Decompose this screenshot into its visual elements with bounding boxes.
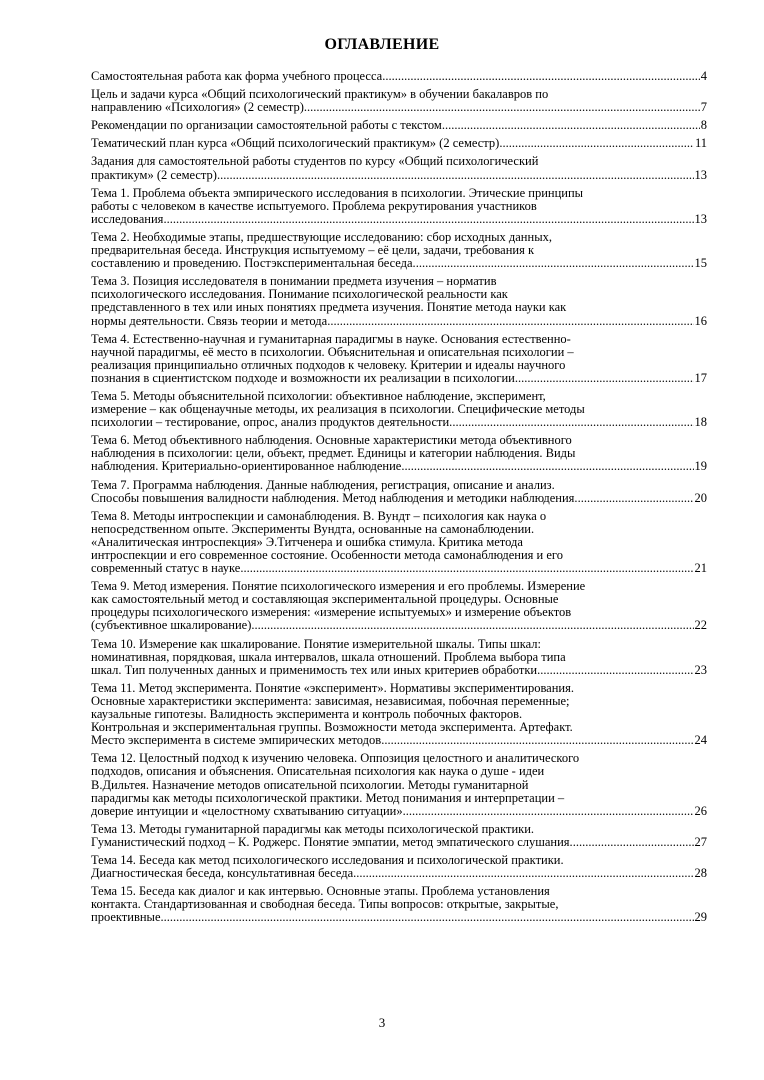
- toc-entry-last-line: [91, 137, 707, 150]
- toc-entry-line: Тема 1. Проблема объекта эмпирического исследования в психологии. Этические принципы: [91, 186, 584, 200]
- toc-entry-line: каузальные гипотезы. Валидность эксперимента и контроль побочных факторов.: [91, 708, 523, 722]
- toc-page-number: 22: [694, 618, 707, 633]
- toc-entry-line: работы с человеком в качестве испытуемого. Проблема рекрутирования участников: [91, 199, 537, 213]
- toc-entry[interactable]: [91, 275, 707, 327]
- toc-entry-line: Тема 3. Позиция исследователя в понимании предмета изучения – норматив: [91, 275, 497, 289]
- toc-entry-line: «Аналитическая интроспекция» Э.Титченера и ошибка стимула. Критика метода: [91, 535, 523, 549]
- toc-entry-line: Тема 13. Методы гуманитарной парадигмы как методы психологической практики.: [91, 822, 535, 836]
- toc-entry-last-line: [91, 169, 707, 182]
- toc-entry-line: современный статус в науке.: [91, 562, 244, 576]
- toc-entry[interactable]: [91, 119, 707, 132]
- toc-entry-line: Тематический план курса «Общий психологический практикум» (2 семестр): [91, 137, 500, 151]
- toc-entry-line: измерение – как общенаучные методы, их реализация в психологии. Специфические методы: [91, 403, 585, 417]
- toc-entry-line: проективные.: [91, 911, 164, 925]
- toc-entry-line: Место эксперимента в системе эмпирических методов.: [91, 734, 385, 748]
- table-of-contents: [91, 70, 707, 929]
- toc-entry-last-line: [91, 315, 707, 328]
- toc-entry-line: подходов, описания и объяснения. Описательная психология как наука о душе - идеи: [91, 765, 545, 779]
- toc-entry-line: направлению «Психология» (2 семестр): [91, 101, 304, 115]
- dot-leader: [353, 867, 693, 880]
- toc-entry-line: реализация принципиально отличных подходов к человеку. Критерии и идеалы научного: [91, 358, 566, 372]
- toc-entry[interactable]: [91, 155, 707, 181]
- toc-entry[interactable]: [91, 390, 707, 429]
- toc-entry-line: парадигмы как методы психологической практики. Метод понимания и интерпретации –: [91, 791, 565, 805]
- toc-page-number: 20: [694, 490, 707, 505]
- toc-entry[interactable]: [91, 70, 707, 83]
- toc-page-number: 27: [694, 834, 707, 849]
- toc-page-number: 24: [694, 733, 707, 748]
- toc-entry-last-line: [91, 911, 707, 924]
- toc-entry-line: Гуманистический подход – К. Роджерс. Понятие эмпатии, метод эмпатического слушания.: [91, 835, 573, 849]
- dot-leader: [384, 734, 693, 747]
- dot-leader: [442, 119, 700, 132]
- toc-entry[interactable]: [91, 885, 707, 924]
- toc-page-number: 26: [694, 803, 707, 818]
- toc-entry-line: Самостоятельная работа как форма учебного процесса.: [91, 70, 386, 83]
- toc-entry-line: Тема 14. Беседа как метод психологического исследования и психологической практики.: [91, 853, 564, 867]
- dot-leader: [406, 805, 694, 818]
- toc-entry-last-line: [91, 867, 707, 880]
- toc-entry-line: номинативная, порядковая, шкала интервалов, шкала отношений. Проблема выбора типа: [91, 650, 566, 664]
- toc-entry-line: наблюдения в психологии: цели, объект, предмет. Единицы и категории наблюдения. Виды: [91, 447, 576, 461]
- toc-page-number: 7: [700, 100, 707, 115]
- toc-entry-last-line: [91, 460, 707, 473]
- toc-entry-last-line: [91, 257, 707, 270]
- toc-entry[interactable]: [91, 510, 707, 575]
- toc-entry-line: Диагностическая беседа, консультативная беседа: [91, 867, 354, 881]
- toc-entry-last-line: [91, 492, 707, 505]
- toc-entry-line: Тема 7. Программа наблюдения. Данные наблюдения, регистрация, описание и анализ.: [91, 478, 555, 492]
- toc-entry-line: Основные характеристики эксперимента: зависимая, независимая, побочная переменные;: [91, 694, 570, 708]
- toc-page-number: 8: [700, 118, 707, 133]
- dot-leader: [452, 416, 693, 429]
- toc-entry-last-line: [91, 101, 707, 114]
- page-title: ОГЛАВЛЕНИЕ: [324, 36, 440, 53]
- toc-entry-line: (субъективное шкалирование).: [91, 619, 255, 633]
- toc-entry-line: Задания для самостоятельной работы студентов по курсу «Общий психологический: [91, 155, 539, 169]
- toc-entry[interactable]: [91, 682, 707, 747]
- toc-entry-last-line: [91, 70, 707, 83]
- toc-page-number: 13: [694, 211, 707, 226]
- toc-entry-line: Способы повышения валидности наблюдения. Метод наблюдения и методики наблюдения.: [91, 491, 578, 505]
- toc-entry[interactable]: [91, 580, 707, 632]
- toc-entry-line: интроспекции и его современное состояние. Особенности метода самонаблюдения и его: [91, 549, 563, 562]
- toc-entry-last-line: [91, 416, 707, 429]
- toc-page-number: 4: [700, 69, 707, 83]
- dot-leader: [163, 213, 693, 226]
- toc-page-number: 23: [694, 662, 707, 677]
- toc-entry[interactable]: [91, 854, 707, 880]
- toc-entry-line: В.Дильтея. Назначение методов описательной психологии. Методы гуманитарной: [91, 778, 529, 792]
- toc-entry-line: Тема 9. Метод измерения. Понятие психологического измерения и его проблемы. Измерение: [91, 580, 586, 594]
- toc-page-number: 18: [694, 415, 707, 430]
- toc-entry-last-line: [91, 664, 707, 677]
- toc-page-number: 21: [694, 561, 707, 576]
- dot-leader: [304, 101, 700, 114]
- toc-page-number: 28: [694, 866, 707, 881]
- toc-entry-line: Тема 11. Метод эксперимента. Понятие «эксперимент». Нормативы экспериментирования.: [91, 681, 574, 695]
- toc-entry[interactable]: [91, 187, 707, 226]
- toc-entry-line: доверие интуиции и «целостному схватыванию ситуации».: [91, 804, 406, 818]
- toc-entry-line: составлению и проведению. Постэкспериментальная беседа.: [91, 257, 416, 271]
- toc-entry-line: предварительная беседа. Инструкция испытуемому – её цели, задачи, требования к: [91, 244, 535, 258]
- toc-entry[interactable]: [91, 88, 707, 114]
- toc-entry-line: Цель и задачи курса «Общий психологический практикум» в обучении бакалавров по: [91, 88, 549, 102]
- toc-entry-line: нормы деятельности. Связь теории и метода.: [91, 314, 331, 328]
- dot-leader: [499, 137, 694, 150]
- toc-page-number: 19: [694, 459, 707, 474]
- dot-leader: [255, 619, 694, 632]
- page-number: 3: [378, 1015, 386, 1030]
- toc-entry-last-line: [91, 119, 707, 132]
- toc-entry-line: Тема 8. Методы интроспекции и самонаблюдения. В. Вундт – психология как наука о: [91, 509, 547, 523]
- toc-entry-line: шкал. Тип полученных данных и применимость тех или иных критериев обработки.: [91, 663, 541, 677]
- toc-entry[interactable]: [91, 479, 707, 505]
- toc-entry-line: познания в сциентистском подходе и возможности их реализации в психологии: [91, 371, 515, 385]
- toc-entry-line: наблюдения. Критериально-ориентированное наблюдение.: [91, 460, 405, 474]
- toc-entry-last-line: [91, 734, 707, 747]
- toc-page-number: 17: [694, 370, 707, 385]
- dot-leader: [540, 664, 693, 677]
- toc-entry-line: научной парадигмы, её место в психологии. Объяснительная и описательная психологии –: [91, 345, 574, 359]
- toc-entry-line: исследования: [91, 212, 164, 226]
- toc-page-number: 29: [694, 910, 707, 925]
- dot-leader: [515, 372, 694, 385]
- toc-entry-line: Тема 15. Беседа как диалог и как интервью. Основные этапы. Проблема установления: [91, 885, 550, 899]
- toc-entry[interactable]: [91, 823, 707, 849]
- dot-leader: [385, 70, 699, 83]
- toc-entry-last-line: [91, 372, 707, 385]
- dot-leader: [404, 460, 693, 473]
- toc-entry-line: контакта. Стандартизованная и свободная беседа. Типы вопросов: открытые, закрытые,: [91, 898, 559, 912]
- toc-entry[interactable]: [91, 333, 707, 385]
- toc-entry[interactable]: [91, 137, 707, 150]
- dot-leader: [573, 836, 694, 849]
- toc-entry[interactable]: [91, 752, 707, 817]
- toc-entry[interactable]: [91, 434, 707, 473]
- toc-entry-line: Контрольная и экспериментальная группы. Возможности метода эксперимента. Артефакт.: [91, 721, 573, 735]
- toc-entry-line: Тема 4. Естественно-научная и гуманитарная парадигмы в науке. Основания естественно-: [91, 332, 571, 346]
- toc-entry-line: Тема 10. Измерение как шкалирование. Понятие измерительной шкалы. Типы шкал:: [91, 637, 541, 651]
- toc-entry-line: Тема 12. Целостный подход к изучению человека. Оппозиция целостного и аналитического: [91, 752, 580, 766]
- toc-entry[interactable]: [91, 638, 707, 677]
- toc-entry-last-line: [91, 619, 707, 632]
- toc-entry-last-line: [91, 836, 707, 849]
- dot-leader: [217, 169, 694, 182]
- dot-leader: [243, 562, 693, 575]
- toc-entry-line: непосредственном опыте. Эксперименты Вундта, основанные на самонаблюдении.: [91, 522, 535, 536]
- toc-entry-line: Рекомендации по организации самостоятельной работы с текстом: [91, 119, 442, 133]
- toc-entry-line: процедуры психологического измерения: «измерение испытуемых» и измерение объектов: [91, 606, 572, 620]
- dot-leader: [416, 257, 694, 270]
- toc-entry-line: Тема 5. Методы объяснительной психологии: объективное наблюдение, эксперимент,: [91, 389, 546, 403]
- toc-entry-line: практикум» (2 семестр): [91, 168, 217, 182]
- toc-entry-line: как самостоятельный метод и составляющая экспериментальной процедуры. Основные: [91, 593, 559, 607]
- toc-entry-line: психологии – тестирование, опрос, анализ продуктов деятельности.: [91, 416, 453, 430]
- toc-entry[interactable]: [91, 231, 707, 270]
- toc-page-number: 11: [694, 136, 707, 151]
- dot-leader: [164, 911, 694, 924]
- toc-page-number: 16: [694, 313, 707, 328]
- toc-entry-line: психологического исследования. Понимание психологической реальности как: [91, 288, 508, 302]
- dot-leader: [578, 492, 694, 505]
- dot-leader: [330, 315, 693, 328]
- toc-entry-last-line: [91, 213, 707, 226]
- toc-page-number: 15: [694, 256, 707, 271]
- toc-entry-line: Тема 6. Метод объективного наблюдения. Основные характеристики метода объективного: [91, 434, 572, 448]
- toc-entry-line: представленного в тех или иных понятиях предмета изучения. Понятие метода науки как: [91, 301, 567, 315]
- toc-page-number: 13: [694, 167, 707, 182]
- toc-entry-last-line: [91, 805, 707, 818]
- toc-entry-line: Тема 2. Необходимые этапы, предшествующие исследованию: сбор исходных данных,: [91, 230, 552, 244]
- toc-entry-last-line: [91, 562, 707, 575]
